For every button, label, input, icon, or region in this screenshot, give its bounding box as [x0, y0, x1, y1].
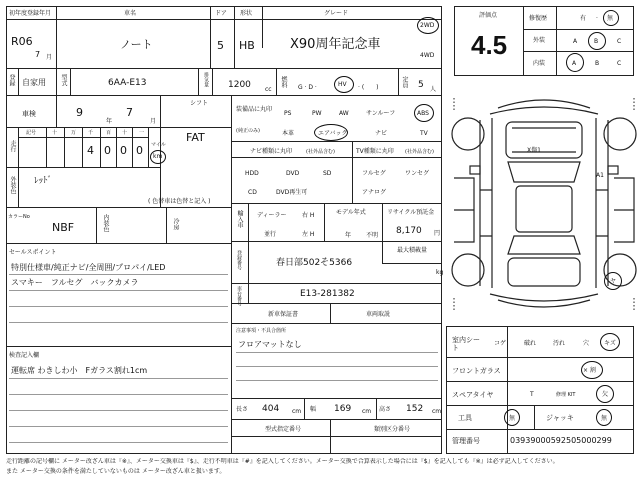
footer-line1: 走行距離の記号欄に メーター改ざん車は『※』、メーター交換車は『$』、走行不明車は『#』を記入してください。メーター交換で合算表示した場合には『$』を記入しても『※』は必ず記入してください。: [6, 458, 559, 465]
rule: [9, 442, 228, 443]
equip-pw: PW: [312, 110, 322, 117]
jack-label: ジャッキ: [546, 414, 574, 422]
mileage-digit: 0: [104, 144, 111, 157]
grade-label: グレード: [324, 10, 349, 17]
import-left: 左 H: [302, 231, 315, 238]
divider: [276, 68, 277, 96]
displacement-label: 排気量: [203, 72, 209, 87]
fuel-hv: HV: [338, 81, 347, 88]
model-year-unknown: 不明: [366, 232, 379, 239]
divider: [398, 68, 399, 96]
model-label: 型式: [60, 74, 67, 86]
navi-hdd: HDD: [245, 170, 259, 177]
repair-label: 修復歴: [529, 15, 548, 22]
sales-points-bottom: [6, 346, 232, 347]
seat-burn: コゲ: [494, 340, 507, 347]
divider: [248, 284, 249, 304]
month-unit: 月: [46, 54, 53, 61]
divider: [56, 68, 57, 96]
interior-grade-c: C: [617, 60, 622, 67]
shape-label: 形状: [240, 10, 253, 17]
length-unit: cm: [292, 408, 302, 415]
shift: FAT: [186, 131, 205, 144]
length-value: 404: [262, 404, 280, 414]
exterior-grade-c: C: [617, 38, 622, 45]
width-label: 幅: [310, 406, 317, 413]
docs-row: [232, 304, 442, 324]
divider: [324, 204, 325, 242]
divider: [100, 128, 101, 168]
mileage-digit: 4: [87, 144, 94, 157]
rule: [9, 394, 228, 395]
score-value: 4.5: [471, 30, 508, 60]
capacity-label: 定員: [401, 76, 408, 88]
seat-label: 室内シート: [452, 336, 480, 352]
rule: [9, 274, 228, 275]
displacement: 1200: [228, 80, 251, 90]
import-dealer: ディーラー: [257, 212, 287, 219]
sales-points-label: セールスポイント: [9, 249, 57, 256]
mileage-digit-label: 千: [88, 130, 94, 136]
tools-value: 無: [509, 415, 516, 422]
car-name: ノート: [120, 38, 153, 51]
model-year-label: モデル年式: [336, 209, 366, 216]
control-value: 0393900059250500029​9: [510, 436, 612, 445]
divider: [46, 128, 47, 168]
rule: [9, 322, 228, 323]
import-label: 輸入車: [236, 210, 243, 228]
inspector-notes-label: 検査記入欄: [9, 352, 40, 359]
usage: 自家用: [22, 78, 46, 87]
height-unit: cm: [432, 408, 442, 415]
navi-sd: SD: [323, 170, 332, 177]
shape: HB: [239, 39, 255, 52]
equip-navi: ナビ: [375, 130, 388, 137]
tv-label: TV種類に丸印: [356, 148, 394, 155]
notes-label: 注意事項・不具合箇所: [236, 328, 287, 334]
fuel-label: 燃料: [280, 76, 287, 88]
seat-scratch: キズ: [604, 340, 616, 347]
equipment-sub: (純正のみ): [236, 128, 260, 134]
car-name-label: 車名: [124, 10, 137, 17]
width-unit: cm: [362, 408, 372, 415]
inspection-label: 車検: [22, 110, 36, 118]
interior-color-label: 内装色: [102, 214, 109, 232]
rule: [9, 290, 228, 291]
jack-value: 無: [601, 415, 608, 422]
capacity: 5: [418, 80, 424, 90]
mileage-digit-label: 一: [139, 130, 145, 136]
rule: [9, 378, 228, 379]
reg-month: 7: [35, 50, 41, 59]
grade: X90周年記念車: [290, 37, 381, 52]
chassis-value: E13-281382: [300, 289, 355, 299]
navi-label: ナビ種類に丸印: [250, 148, 293, 155]
equip-tv: TV: [420, 130, 428, 137]
divider: [132, 128, 133, 168]
mileage-digit: 0: [136, 144, 143, 157]
seat-tear: 破れ: [524, 340, 537, 347]
capacity-unit: 人: [430, 86, 437, 93]
divider: [330, 304, 331, 324]
rule: [9, 426, 228, 427]
mileage-digit: 0: [120, 144, 127, 157]
height-value: 152: [406, 404, 424, 414]
rule: [232, 436, 442, 437]
inspection-year-unit: 年: [106, 118, 113, 125]
divider: [148, 128, 149, 168]
mileage-code-label: 記号: [26, 130, 37, 136]
interior-grade-b: B: [595, 60, 600, 67]
divider: [248, 242, 249, 284]
divider: [198, 68, 199, 96]
model: 6AA-E13: [108, 78, 147, 88]
repair-yes: 有: [580, 15, 587, 22]
divider: [82, 128, 83, 168]
mileage-digit-label: 万: [71, 130, 77, 136]
width-value: 169: [334, 404, 352, 414]
docs-manual: 車両取説: [366, 311, 391, 318]
repair-no: 無: [607, 15, 614, 22]
repair-sep: ·: [596, 15, 598, 22]
row-2: [6, 68, 442, 96]
tv-oneseg: ワンセグ: [405, 170, 430, 177]
recycle-value: 8,170: [396, 226, 422, 236]
fuel-paren: · ( ): [358, 84, 379, 91]
interior-label: 内装: [533, 60, 546, 67]
divider: [166, 208, 167, 244]
divider: [304, 398, 305, 420]
front-glass-value: × 割: [583, 367, 596, 374]
divider: [210, 6, 211, 68]
equip-ps: PS: [284, 110, 292, 117]
inspector-notes-line1: 運転席 わきしわ小 Fガラス割れ1cm: [11, 366, 148, 375]
mileage-km: km: [153, 153, 163, 160]
import-right: 右 H: [302, 212, 315, 219]
notes-value: フロアマットなし: [238, 340, 302, 349]
control-label: 管理番号: [452, 437, 480, 445]
tv-fullseg: フルセグ: [362, 170, 386, 177]
doors: 5: [217, 39, 224, 52]
rule: [236, 366, 438, 367]
color-no: NBF: [52, 221, 75, 234]
equip-airbag: エアバック: [318, 130, 348, 137]
spare-label: スペアタイヤ: [452, 391, 494, 399]
sales-points-line2: スマキー フルセグ バックカメラ: [11, 278, 139, 287]
divider: [56, 6, 57, 68]
cooler-label: 冷房: [172, 218, 179, 230]
rule: [9, 306, 228, 307]
equip-sunroof: サンルーフ: [366, 110, 396, 117]
divider: [18, 68, 19, 96]
doors-label: ドア: [215, 10, 227, 17]
divider: [234, 6, 235, 68]
exterior-label: 外装: [533, 37, 546, 44]
import-parallel: 並行: [264, 231, 277, 238]
divider: [248, 204, 249, 242]
max-load-kg: kg: [436, 269, 444, 276]
color-value: ﾚｯﾄﾞ: [34, 176, 53, 186]
plate-value: 春日部502そ5366: [276, 258, 353, 268]
diagram-scratch-label: X傷1: [527, 147, 541, 154]
exterior-grade-a: A: [573, 38, 578, 45]
plate-label: 登録番号: [236, 250, 242, 270]
mileage-digit-label: 十: [52, 130, 58, 136]
divider: [330, 420, 331, 454]
color-no-label: カラーNo: [8, 214, 30, 220]
recycle-label: リサイクル預託金: [387, 209, 435, 216]
inspection-year: 9: [76, 106, 83, 119]
divider: [376, 398, 377, 420]
tv-analog: アナログ: [362, 189, 387, 196]
navi-dvd: DVD: [286, 170, 300, 177]
divider: [534, 406, 535, 430]
score-label: 評価点: [479, 12, 498, 19]
divider: [64, 128, 65, 168]
reg-year-label: 初年度登録年月: [9, 10, 52, 17]
navi-sub: (社外品含む): [306, 149, 335, 155]
inspection-month: 7: [126, 106, 133, 119]
diagram-ya-label: ヤ: [610, 278, 617, 285]
type-number-label: 型式指定番号: [265, 426, 302, 433]
divider: [212, 68, 213, 96]
mileage-digit-header: [18, 128, 148, 138]
tv-sub: (社外品含む): [405, 149, 434, 155]
navi-dvd-play: DVD再生可: [276, 189, 308, 196]
sales-points-line1: 特別仕様車/純正ナビ/全周囲/プロパイ/LED: [11, 263, 166, 272]
footer-line2: また メーター交換の条件を満たしていないものは メーター改ざん車と扱います。: [6, 468, 226, 475]
rule: [236, 352, 438, 353]
length-label: 長さ: [236, 406, 249, 413]
diagram-a1-label: A1: [596, 172, 604, 179]
chassis-label: 車台番号: [236, 286, 242, 306]
divider: [116, 128, 117, 168]
mileage-digit-label: 百: [106, 130, 112, 136]
front-glass-label: フロントガラス: [452, 367, 501, 375]
exterior-grade-b: B: [594, 38, 599, 45]
inspection-month-unit: 月: [150, 118, 157, 125]
class-number-label: 類別区分番号: [374, 426, 411, 433]
seat-stain: 汚れ: [553, 340, 566, 347]
equip-airbag-circle: [314, 124, 348, 141]
color-label: 外装色: [9, 176, 16, 194]
registration-label: 登録: [8, 74, 15, 86]
navi-cd: CD: [248, 189, 257, 196]
docs-warranty: 新車保証書: [268, 311, 299, 318]
rule: [9, 410, 228, 411]
equip-abs: ABS: [417, 110, 429, 117]
drive-2wd: 2WD: [420, 22, 435, 29]
color-no-row: [6, 208, 232, 244]
cc-unit: cc: [265, 86, 272, 93]
divider: [70, 68, 71, 96]
mileage-digit-label: 十: [122, 130, 128, 136]
spare-t: T: [530, 391, 534, 398]
drive-4wd: 4WD: [420, 52, 435, 59]
divider: [262, 6, 263, 48]
interior-grade-a: A: [572, 60, 577, 67]
height-label: 高さ: [379, 406, 392, 413]
divider: [96, 208, 97, 244]
equip-aw: AW: [339, 110, 349, 117]
equip-leather: 本革: [282, 130, 295, 137]
max-load-label: 最大積載量: [397, 247, 428, 254]
mileage-label: 走行: [9, 140, 16, 152]
tools-label: 工具: [458, 414, 472, 422]
seat-hole: 穴: [583, 340, 590, 347]
divider: [18, 168, 19, 208]
mileage-mile: マイル: [151, 142, 166, 148]
equipment-label: 装備品に丸印: [236, 106, 273, 113]
recycle-yen: 円: [434, 230, 441, 237]
color-note: ( 色替車は色替と記入 ): [148, 198, 211, 205]
reg-year: R06: [11, 35, 33, 48]
fuel-options: G · D ·: [298, 84, 317, 91]
shift-label: シフト: [190, 100, 209, 107]
rule: [236, 380, 438, 381]
spare-kit: 修理 KIT: [556, 392, 576, 398]
spare-none: 欠: [602, 391, 609, 398]
divider: [56, 96, 57, 128]
model-year-unit: 年: [345, 232, 352, 239]
